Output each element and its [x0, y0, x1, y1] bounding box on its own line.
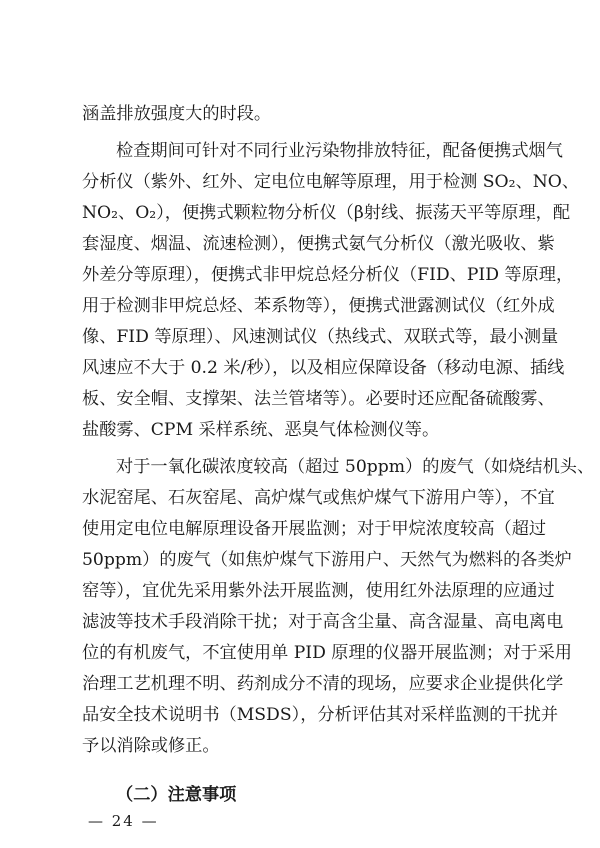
text-line: 50ppm）的废气（如焦炉煤气下游用户、天然气为燃料的各类炉 — [82, 550, 572, 570]
text-line: 套湿度、烟温、流速检测），便携式氨气分析仪（激光吸收、紫 — [82, 234, 555, 254]
text-line: 检查期间可针对不同行业污染物排放特征，配备便携式烟气 — [116, 141, 563, 161]
text-line: 使用定电位电解原理设备开展监测；对于甲烷浓度较高（超过 — [82, 519, 547, 539]
text-line: 位的有机废气，不宜使用单 PID 原理的仪器开展监测；对于采用 — [82, 643, 572, 663]
text-line: 涵盖排放强度大的时段。 — [82, 104, 272, 124]
text-line: 像、FID 等原理）、风速测试仪（热线式、双联式等，最小测量 — [82, 327, 559, 347]
text-line: 予以消除或修正。 — [82, 736, 220, 756]
text-line: 风速应不大于 0.2 米/秒），以及相应保障设备（移动电源、插线 — [82, 358, 565, 378]
text-line: 品安全技术说明书（MSDS），分析评估其对采样监测的干扰并 — [82, 705, 559, 725]
text-line: 用于检测非甲烷总烃、苯系物等），便携式泄露测试仪（红外成 — [82, 296, 555, 316]
text-line: 对于一氧化碳浓度较高（超过 50ppm）的废气（如烧结机头、 — [116, 457, 595, 477]
page-number: — 24 — — [88, 812, 159, 830]
section-heading: （二）注意事项 — [116, 785, 237, 805]
text-line: 水泥窑尾、石灰窑尾、高炉煤气或焦炉煤气下游用户等），不宜 — [82, 488, 555, 508]
text-line: 治理工艺机理不明、药剂成分不清的现场，应要求企业提供化学 — [82, 674, 564, 694]
text-line: 滤波等技术手段消除干扰；对于高含尘量、高含湿量、高电离电 — [82, 612, 564, 632]
text-line: 板、安全帽、支撑架、法兰管堵等）。必要时还应配备硫酸雾、 — [82, 389, 555, 409]
text-line: 盐酸雾、CPM 采样系统、恶臭气体检测仪等。 — [82, 420, 440, 440]
text-line: 外差分等原理），便携式非甲烷总烃分析仪（FID、PID 等原理， — [82, 265, 574, 285]
text-line: 窑等），宜优先采用紫外法开展监测，使用红外法原理的应通过 — [82, 581, 555, 601]
text-line: NO₂、O₂），便携式颗粒物分析仪（β射线、振荡天平等原理，配 — [82, 203, 571, 223]
text-line: 分析仪（紫外、红外、定电位电解等原理，用于检测 SO₂、NO、 — [82, 172, 580, 192]
